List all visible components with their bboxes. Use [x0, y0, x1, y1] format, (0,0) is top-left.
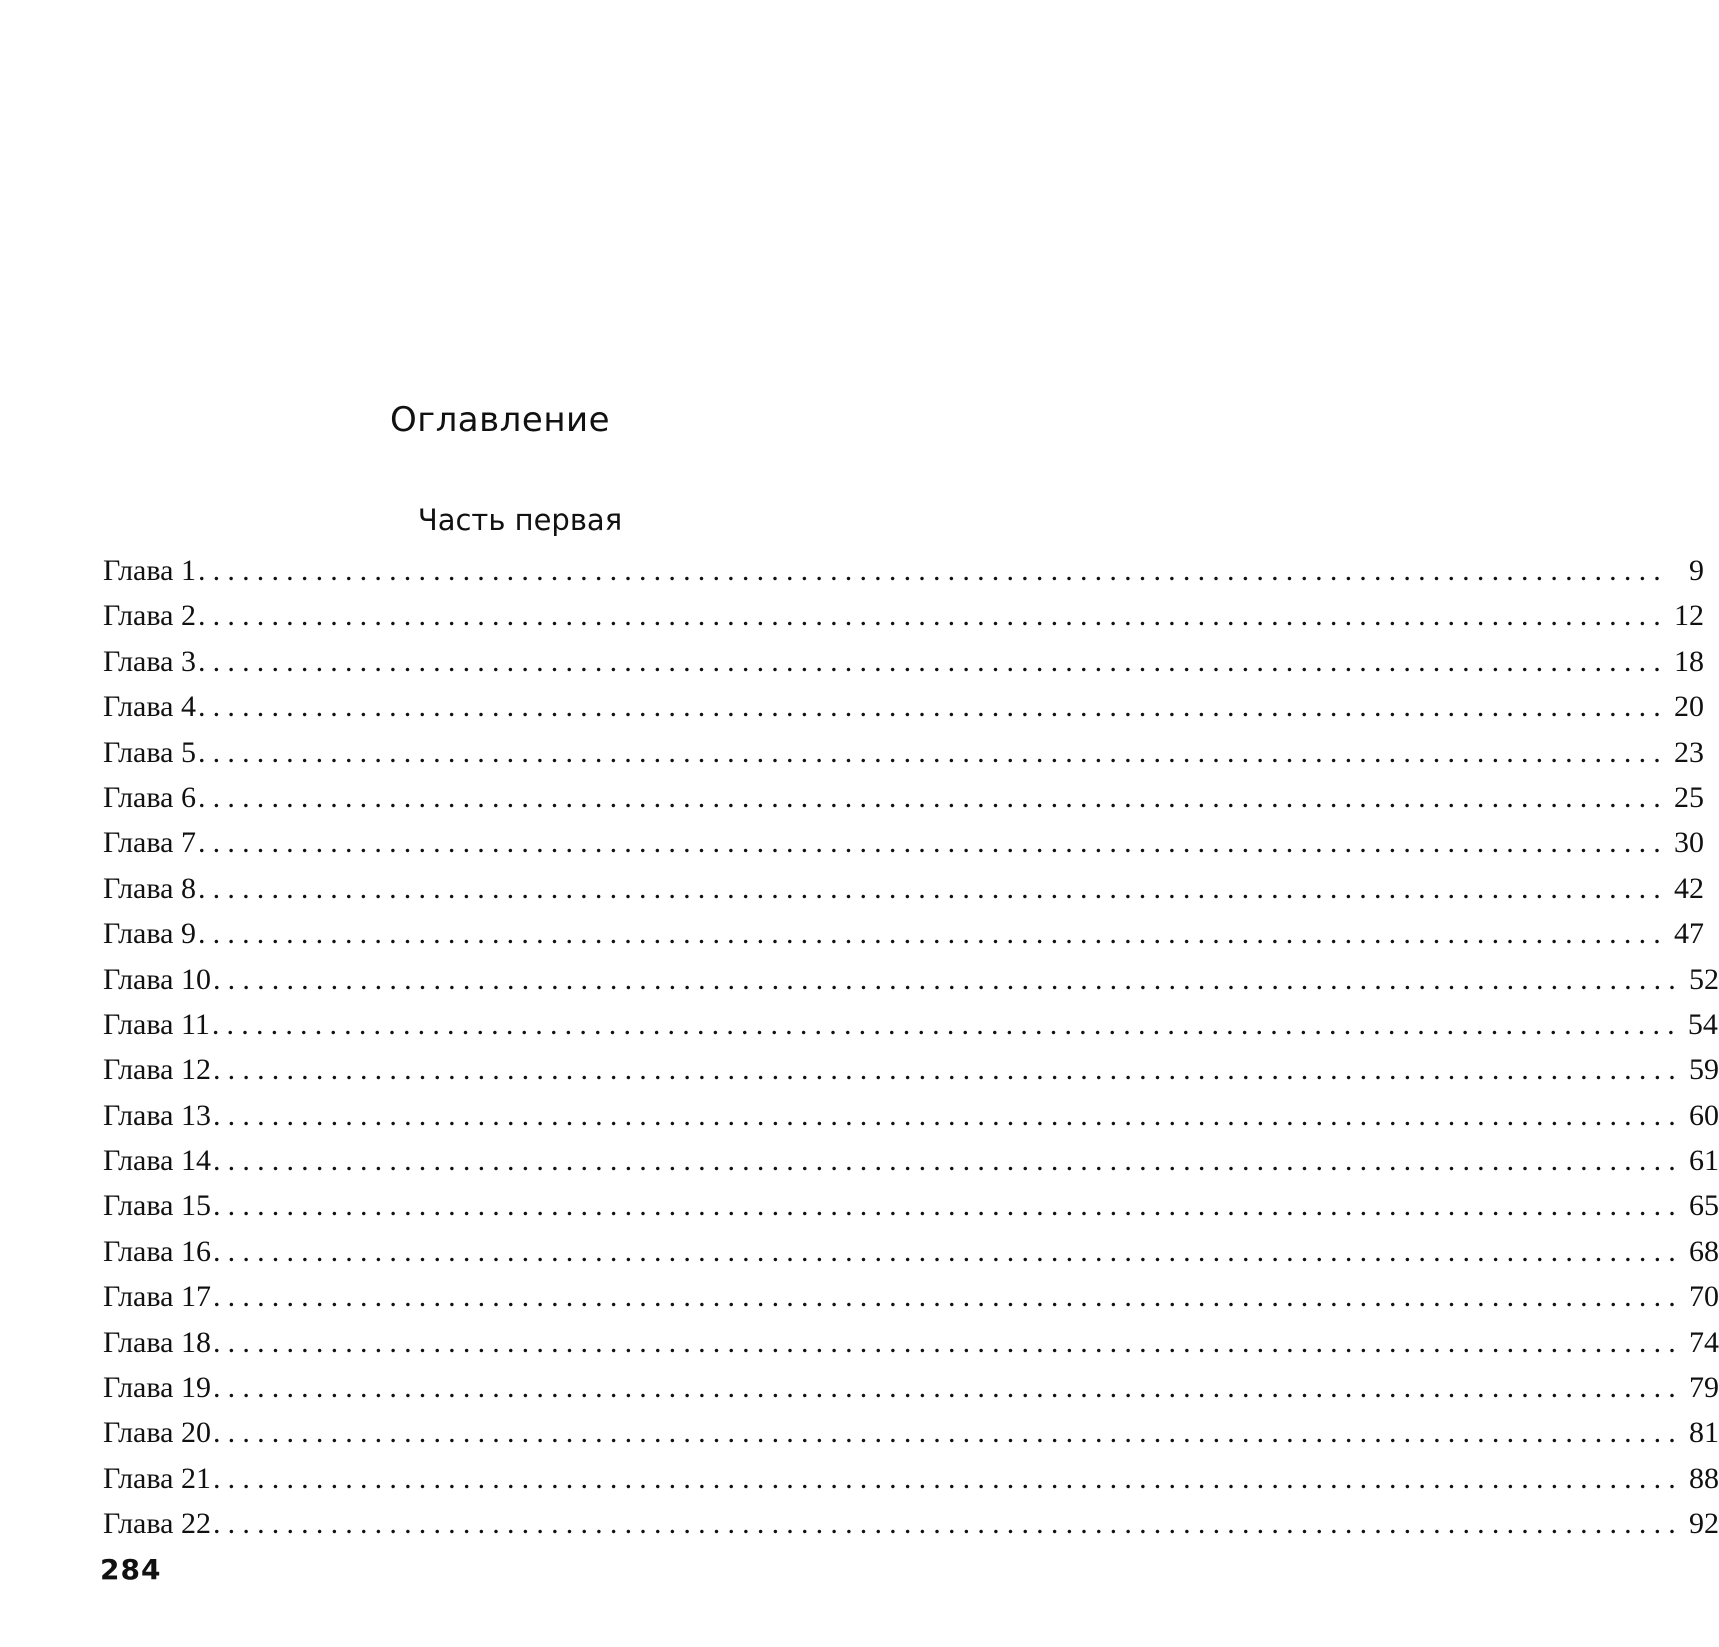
- toc-dot-leader: ....................................................................................................: [197, 780, 1668, 814]
- toc-entry-page: 54: [1687, 1007, 1718, 1041]
- toc-dot-leader: ....................................................................................................: [212, 1280, 1683, 1314]
- toc-entry: [103, 1183, 1719, 1228]
- toc-entry-page: 92: [1688, 1507, 1719, 1541]
- toc-entry-page: 47: [1673, 917, 1704, 951]
- toc-entry: [103, 730, 1704, 775]
- toc-dot-leader: ....................................................................................................: [212, 1234, 1683, 1268]
- toc-entry: [103, 1138, 1719, 1183]
- toc-entry: [103, 775, 1704, 820]
- toc-dot-leader: ....................................................................................................: [212, 1189, 1683, 1223]
- toc-entry: [103, 684, 1704, 729]
- toc-entry-label: Глава 7: [103, 826, 196, 860]
- toc-dot-leader: ....................................................................................................: [212, 1053, 1683, 1087]
- toc-dot-leader: ....................................................................................................: [197, 735, 1668, 769]
- toc-entry: [103, 639, 1704, 684]
- toc-dot-leader: ....................................................................................................: [197, 871, 1668, 905]
- toc-entry-page: 81: [1688, 1416, 1719, 1450]
- toc-dot-leader: ....................................................................................................: [211, 1007, 1682, 1041]
- toc-entry: [103, 1002, 1718, 1047]
- page-title: Оглавление: [389, 400, 611, 440]
- toc-entry-label: Глава 5: [103, 735, 196, 769]
- toc-entry-page: 20: [1673, 690, 1704, 724]
- toc-entry: [103, 1320, 1719, 1365]
- toc-entry-label: Глава 22: [103, 1507, 211, 1541]
- toc-entry-label: Глава 8: [103, 871, 196, 905]
- table-of-contents: [103, 548, 1719, 1547]
- toc-dot-leader: ....................................................................................................: [212, 962, 1683, 996]
- toc-entry-page: 9: [1688, 554, 1704, 587]
- toc-dot-leader: ....................................................................................................: [197, 599, 1668, 633]
- toc-dot-leader: ....................................................................................................: [197, 826, 1668, 860]
- toc-dot-leader: ....................................................................................................: [197, 644, 1668, 678]
- toc-entry-page: 70: [1688, 1280, 1719, 1314]
- toc-entry-page: 68: [1688, 1234, 1719, 1268]
- toc-entry-label: Глава 17: [103, 1280, 211, 1314]
- toc-entry-label: Глава 16: [103, 1234, 211, 1268]
- toc-entry: [103, 911, 1704, 956]
- toc-entry: [103, 957, 1719, 1002]
- toc-entry: [103, 1229, 1719, 1274]
- toc-entry-label: Глава 12: [103, 1053, 211, 1087]
- toc-dot-leader: ....................................................................................................: [197, 917, 1668, 951]
- toc-entry-page: 59: [1688, 1053, 1719, 1087]
- toc-entry-label: Глава 4: [103, 690, 196, 724]
- page-number: 284: [100, 1553, 162, 1586]
- toc-entry-label: Глава 19: [103, 1371, 211, 1405]
- toc-entry: [103, 1456, 1719, 1501]
- toc-entry-page: 88: [1688, 1461, 1719, 1495]
- toc-entry-page: 12: [1673, 599, 1704, 633]
- toc-entry-label: Глава 1: [103, 554, 196, 587]
- toc-dot-leader: ....................................................................................................: [212, 1144, 1683, 1178]
- toc-entry: [103, 1410, 1719, 1455]
- toc-dot-leader: ....................................................................................................: [212, 1371, 1683, 1405]
- toc-entry-page: 30: [1673, 826, 1704, 860]
- toc-entry-page: 61: [1688, 1144, 1719, 1178]
- toc-entry: [103, 820, 1704, 865]
- toc-dot-leader: ....................................................................................................: [212, 1507, 1683, 1541]
- toc-entry-label: Глава 10: [103, 962, 211, 996]
- toc-entry: [103, 548, 1704, 593]
- toc-entry-label: Глава 21: [103, 1461, 211, 1495]
- toc-entry: [103, 1365, 1719, 1410]
- toc-entry-page: 42: [1673, 871, 1704, 905]
- toc-entry-label: Глава 9: [103, 917, 196, 951]
- toc-entry-page: 52: [1688, 962, 1719, 996]
- toc-entry-label: Глава 15: [103, 1189, 211, 1223]
- toc-entry-label: Глава 11: [103, 1007, 210, 1041]
- toc-entry: [103, 1274, 1719, 1319]
- toc-dot-leader: ....................................................................................................: [212, 1325, 1683, 1359]
- toc-entry-page: 25: [1673, 780, 1704, 814]
- toc-entry-label: Глава 20: [103, 1416, 211, 1450]
- toc-entry-label: Глава 14: [103, 1144, 211, 1178]
- toc-entry: [103, 1093, 1719, 1138]
- toc-entry-page: 65: [1688, 1189, 1719, 1223]
- toc-entry-label: Глава 18: [103, 1325, 211, 1359]
- toc-entry: [103, 1501, 1719, 1546]
- toc-entry-page: 79: [1688, 1371, 1719, 1405]
- toc-entry-page: 74: [1688, 1325, 1719, 1359]
- toc-dot-leader: ....................................................................................................: [212, 1098, 1683, 1132]
- toc-entry: [103, 593, 1704, 638]
- part-title: Часть первая: [417, 503, 623, 537]
- toc-dot-leader: ....................................................................................................: [197, 690, 1668, 724]
- toc-entry-page: 23: [1673, 735, 1704, 769]
- toc-entry-page: 60: [1688, 1098, 1719, 1132]
- toc-entry: [103, 866, 1704, 911]
- toc-entry-page: 18: [1673, 644, 1704, 678]
- toc-dot-leader: ....................................................................................................: [212, 1461, 1683, 1495]
- toc-entry-label: Глава 2: [103, 599, 196, 633]
- toc-entry-label: Глава 3: [103, 644, 196, 678]
- toc-entry: [103, 1047, 1719, 1092]
- toc-dot-leader: ....................................................................................................: [212, 1416, 1683, 1450]
- toc-dot-leader: ....................................................................................................: [197, 554, 1668, 587]
- toc-entry-label: Глава 6: [103, 780, 196, 814]
- toc-entry-label: Глава 13: [103, 1098, 211, 1132]
